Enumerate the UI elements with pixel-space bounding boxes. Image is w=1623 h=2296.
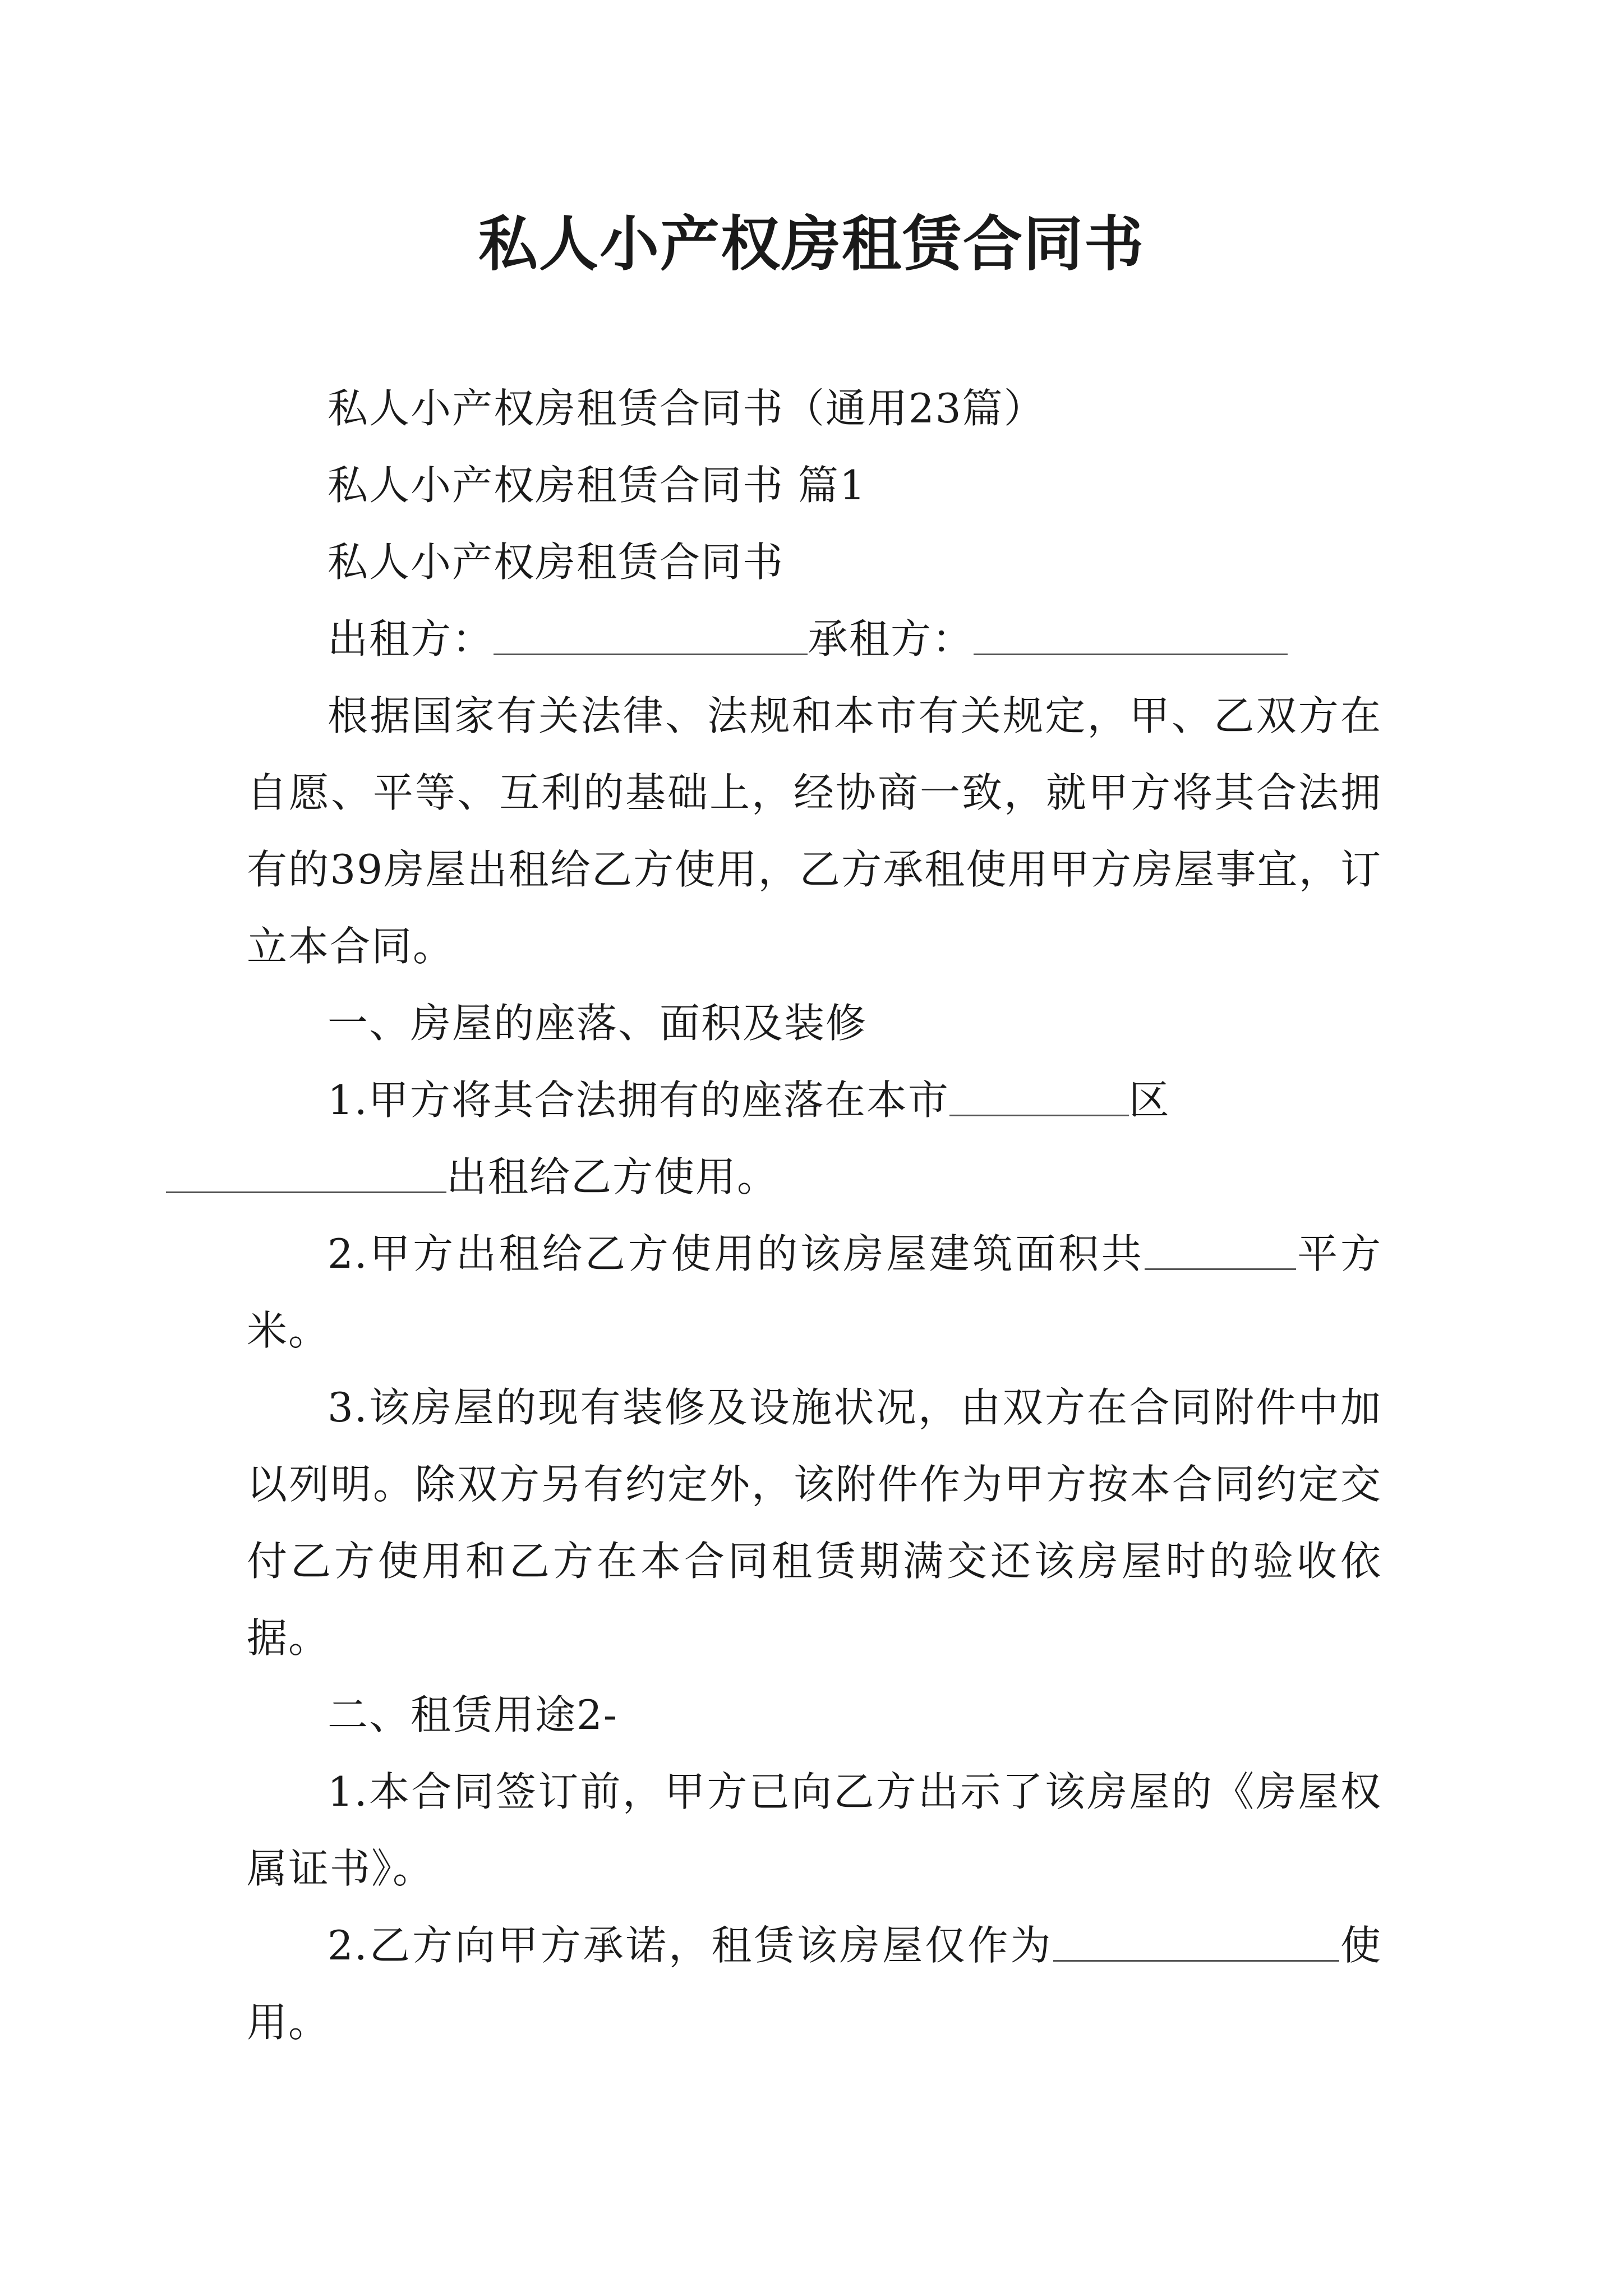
lessor-label: 出租方：: [328, 615, 494, 662]
s1-item2-text-b: 平方米。: [247, 1230, 1382, 1354]
section2-item2: [247, 1907, 1382, 2061]
doc-name-line: 私人小产权房租赁合同书: [328, 539, 785, 586]
address-blank: [166, 1155, 446, 1193]
section1-heading: 一、房屋的座落、面积及装修: [328, 1000, 868, 1047]
section2-item1: 1.本合同签订前，甲方已向乙方出示了该房屋的《房屋权属证书》。: [247, 1768, 1382, 1892]
s2-item2-text-b: 使用。: [247, 1922, 1382, 2046]
area-blank: [1145, 1232, 1296, 1270]
s1-item1-text-c: 出租给乙方使用。: [446, 1153, 779, 1200]
section1-item1: [247, 1062, 1382, 1216]
chapter-line: 私人小产权房租赁合同书 篇1: [328, 462, 866, 509]
lessee-blank: [974, 617, 1288, 655]
usage-blank: [1053, 1924, 1339, 1962]
parties-line: [247, 601, 1382, 678]
section1-item3: 3.该房屋的现有装修及设施状况，由双方在合同附件中加以列明。除双方另有约定外，该附件作为甲方按本合同约定交付乙方使用和乙方在本合同租赁期满交还该房屋时的验收依据。: [247, 1384, 1382, 1662]
s1-item2-text-a: 2.甲方出租给乙方使用的该房屋建筑面积共: [328, 1230, 1145, 1277]
section1-item2: [247, 1216, 1382, 1369]
lessee-label: 承租方：: [808, 615, 974, 662]
document-body: [247, 370, 1382, 2061]
subtitle-line: 私人小产权房租赁合同书（通用23篇）: [328, 385, 1045, 432]
intro-paragraph: 根据国家有关法律、法规和本市有关规定，甲、乙双方在自愿、平等、互利的基础上，经协商一致，就甲方将其合法拥有的39房屋出租给乙方使用，乙方承租使用甲方房屋事宜，订立本合同。: [247, 692, 1382, 970]
s1-item1-text-b: 区: [1128, 1076, 1170, 1124]
s2-item2-text-a: 2.乙方向甲方承诺，租赁该房屋仅作为: [328, 1922, 1053, 1969]
lessor-blank: [494, 617, 808, 655]
s1-item1-text-a: 1.甲方将其合法拥有的座落在本市: [328, 1076, 949, 1124]
section2-heading: 二、租赁用途2-: [328, 1691, 619, 1738]
district-blank: [949, 1078, 1129, 1116]
document-title: 私人小产权房租赁合同书: [478, 209, 1145, 279]
